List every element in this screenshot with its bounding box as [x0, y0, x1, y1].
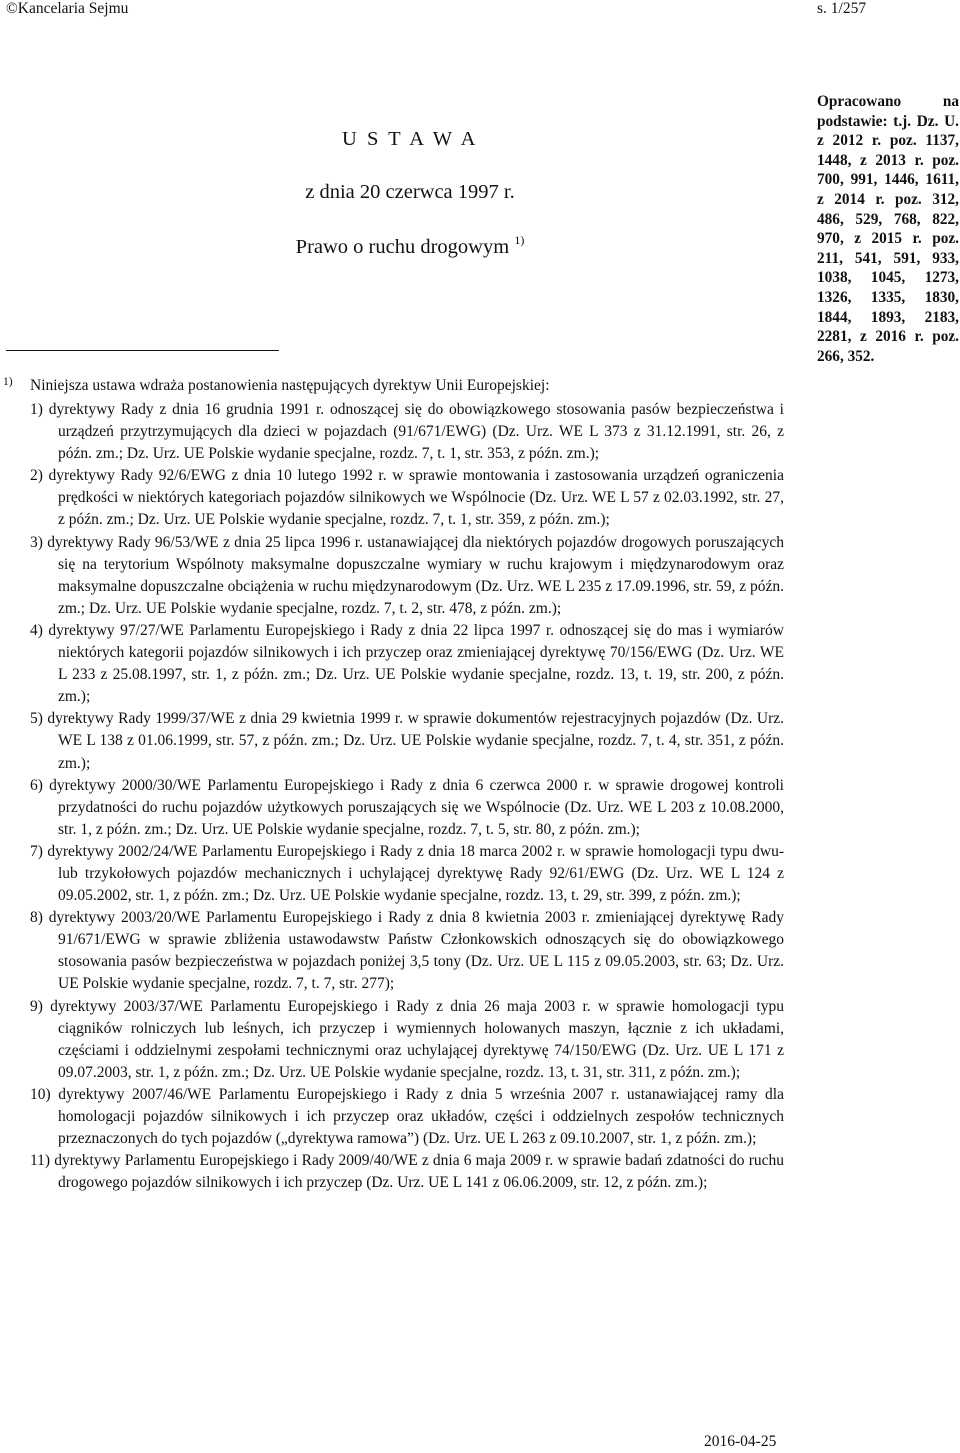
directive-item: 3) dyrektywy Rady 96/53/WE z dnia 25 lipca 1996 r. ustanawiającej dla niektórych pojazdów drogowych poruszających się na terytorium Wspólnoty maksymalne dopuszczalne wymiary w ruchu krajowym i międzynarodowym oraz maksymalne dopuszczalne obciążenia w ruchu międzynarodowym (Dz. Urz. WE L 235 z 17.09.1996, str. 59, z późn. zm.; Dz. Urz. UE Polskie wydanie specjalne, rozdz. 7, t. 2, str. 478, z późn. zm.); — [30, 533, 784, 617]
directive-item: 7) dyrektywy 2002/24/WE Parlamentu Europejskiego i Rady z dnia 18 marca 2002 r. w sprawie homologacji typu dwu- lub trzykołowych pojazdów mechanicznych i uchylającej dyrektywę Rady 92/61/EWG (Dz. Urz. WE L 124 z 09.05.2002, str. 1, z późn. zm.; Dz. Urz. UE Polskie wydanie specjalne, rozdz. 13, t. 29, str. 399, z późn. zm.); — [30, 842, 784, 905]
footnote-intro: Niniejsza ustawa wdraża postanowienia następujących dyrektyw Unii Europejskiej: — [30, 377, 550, 394]
document-type-title: U S T A W A — [342, 128, 478, 150]
directive-item: 2) dyrektywy Rady 92/6/EWG z dnia 10 lutego 1992 r. w sprawie montowania i zastosowania urządzeń ograniczenia prędkości w niektórych kategoriach pojazdów silnikowych we Wspólnocie (Dz. Urz. WE L 57 z 02.03.1992, str. 27, z późn. zm.; Dz. Urz. UE Polskie wydanie specjalne, rozdz. 7, t. 1, str. 359, z późn. zm.); — [30, 467, 784, 529]
header-page-number: s. 1/257 — [817, 0, 867, 17]
document-date: z dnia 20 czerwca 1997 r. — [305, 181, 515, 203]
footnote-separator-rule — [6, 350, 279, 351]
directive-item: 5) dyrektywy Rady 1999/37/WE z dnia 29 kwietnia 1999 r. w sprawie dokumentów rejestracyjnych pojazdów (Dz. Urz. WE L 138 z 01.06.1999, str. 57, z późn. zm.; Dz. Urz. UE Polskie wydanie specjalne, rozdz. 7, t. 4, str. 351, z późn. zm.); — [30, 710, 784, 772]
directive-item: 1) dyrektywy Rady z dnia 16 grudnia 1991 r. odnoszącej się do obowiązkowego stosowania pasów bezpieczeństwa i urządzeń przytrzymujących dla dzieci w pojazdach (91/671/EWG) (Dz. Urz. WE L 373 z 31.12.1991, str. 26, z późn. zm.; Dz. Urz. UE Polskie wydanie specjalne, rozdz. 7, t. 1, str. 353, z późn. zm.); — [30, 401, 784, 463]
footnote-marker: 1) — [3, 376, 13, 388]
directive-item: 4) dyrektywy 97/27/WE Parlamentu Europejskiego i Rady z dnia 22 lipca 1997 r. odnoszącej się do mas i wymiarów niektórych kategorii pojazdów silnikowych i ich przyczep oraz zmieniającej dyrektywę 70/156/EWG (Dz. Urz. WE L 233 z 25.08.1997, str. 1, z późn. zm.; Dz. Urz. UE Polskie wydanie specjalne, rozdz. 13, t. 19, str. 200, z późn. zm.); — [30, 621, 784, 706]
directive-list — [30, 399, 784, 1194]
directive-item: 11) dyrektywy Parlamentu Europejskiego i Rady 2009/40/WE z dnia 6 maja 2009 r. w sprawie badań zdatności do ruchu drogowego pojazdów silnikowych i ich przyczep (Dz. Urz. UE L 141 z 06.06.2009, str. 12, z późn. zm.); — [30, 1152, 784, 1192]
directive-item: 8) dyrektywy 2003/20/WE Parlamentu Europejskiego i Rady z dnia 8 kwietnia 2003 r. zmieniającej dyrektywę Rady 91/671/EWG w sprawie zbliżenia ustawodawstw Państw Członkowskich odnoszących się do obowiązkowego stosowania pasów bezpieczeństwa w pojazdach poniżej 3,5 tony (Dz. Urz. UE L 115 z 09.05.2003, str. 63; Dz. Urz. UE Polskie wydanie specjalne, rozdz. 7, t. 7, str. 277); — [30, 909, 784, 993]
directive-item: 9) dyrektywy 2003/37/WE Parlamentu Europejskiego i Rady z dnia 26 maja 2003 r. w sprawie homologacji typu ciągników rolniczych lub leśnych, ich przyczep i wymiennych holowanych maszyn, łącznie z ich układami, częściami i oddzielnymi zespołami technicznymi oraz uchylającej dyrektywę 74/150/EWG (Dz. Urz. UE L 171 z 09.07.2003, str. 1, z późn. zm.; Dz. Urz. UE Polskie wydanie specjalne, rozdz. 13, t. 31, str. 311, z późn. zm.); — [30, 997, 784, 1081]
header-copyright: ©Kancelaria Sejmu — [6, 0, 129, 17]
act-name-title — [30, 234, 790, 259]
footnote-reference: 1) — [514, 233, 525, 247]
directive-item: 6) dyrektywy 2000/30/WE Parlamentu Europejskiego i Rady z dnia 6 czerwca 2000 r. w sprawie drogowej kontroli przydatności do ruchu pojazdów użytkowych poruszających się we Wspólnocie (Dz. Urz. WE L 203 z 10.08.2000, str. 1, z późn. zm.; Dz. Urz. UE Polskie wydanie specjalne, rozdz. 7, t. 5, str. 80, z późn. zm.); — [30, 776, 784, 838]
legal-basis-side-note: Opracowano na podstawie: t.j. Dz. U. z 2012 r. poz. 1137, 1448, z 2013 r. poz. 700, 991, 1446, 1611, z 2014 r. poz. 312, 486, 529, 768, 822, 970, z 2015 r. poz. 211, 541, 591, 933, 1038, 1045, 1273, 1326, 1335, 1830, 1844, 1893, 2183, 2281, z 2016 r. poz. 266, 352. — [817, 93, 959, 365]
directive-item: 10) dyrektywy 2007/46/WE Parlamentu Europejskiego i Rady z dnia 5 września 2007 r. ustanawiającej ramy dla homologacji pojazdów silnikowych i ich przyczep oraz układów, części i oddzielnych zespołów technicznych przeznaczonych do tych pojazdów („dyrektywa ramowa”) (Dz. Urz. UE L 263 z 09.10.2007, str. 1, z późn. zm.); — [30, 1085, 784, 1148]
act-name-text: Prawo o ruchu drogowym — [295, 235, 510, 258]
footer-date: 2016-04-25 — [704, 1433, 777, 1450]
